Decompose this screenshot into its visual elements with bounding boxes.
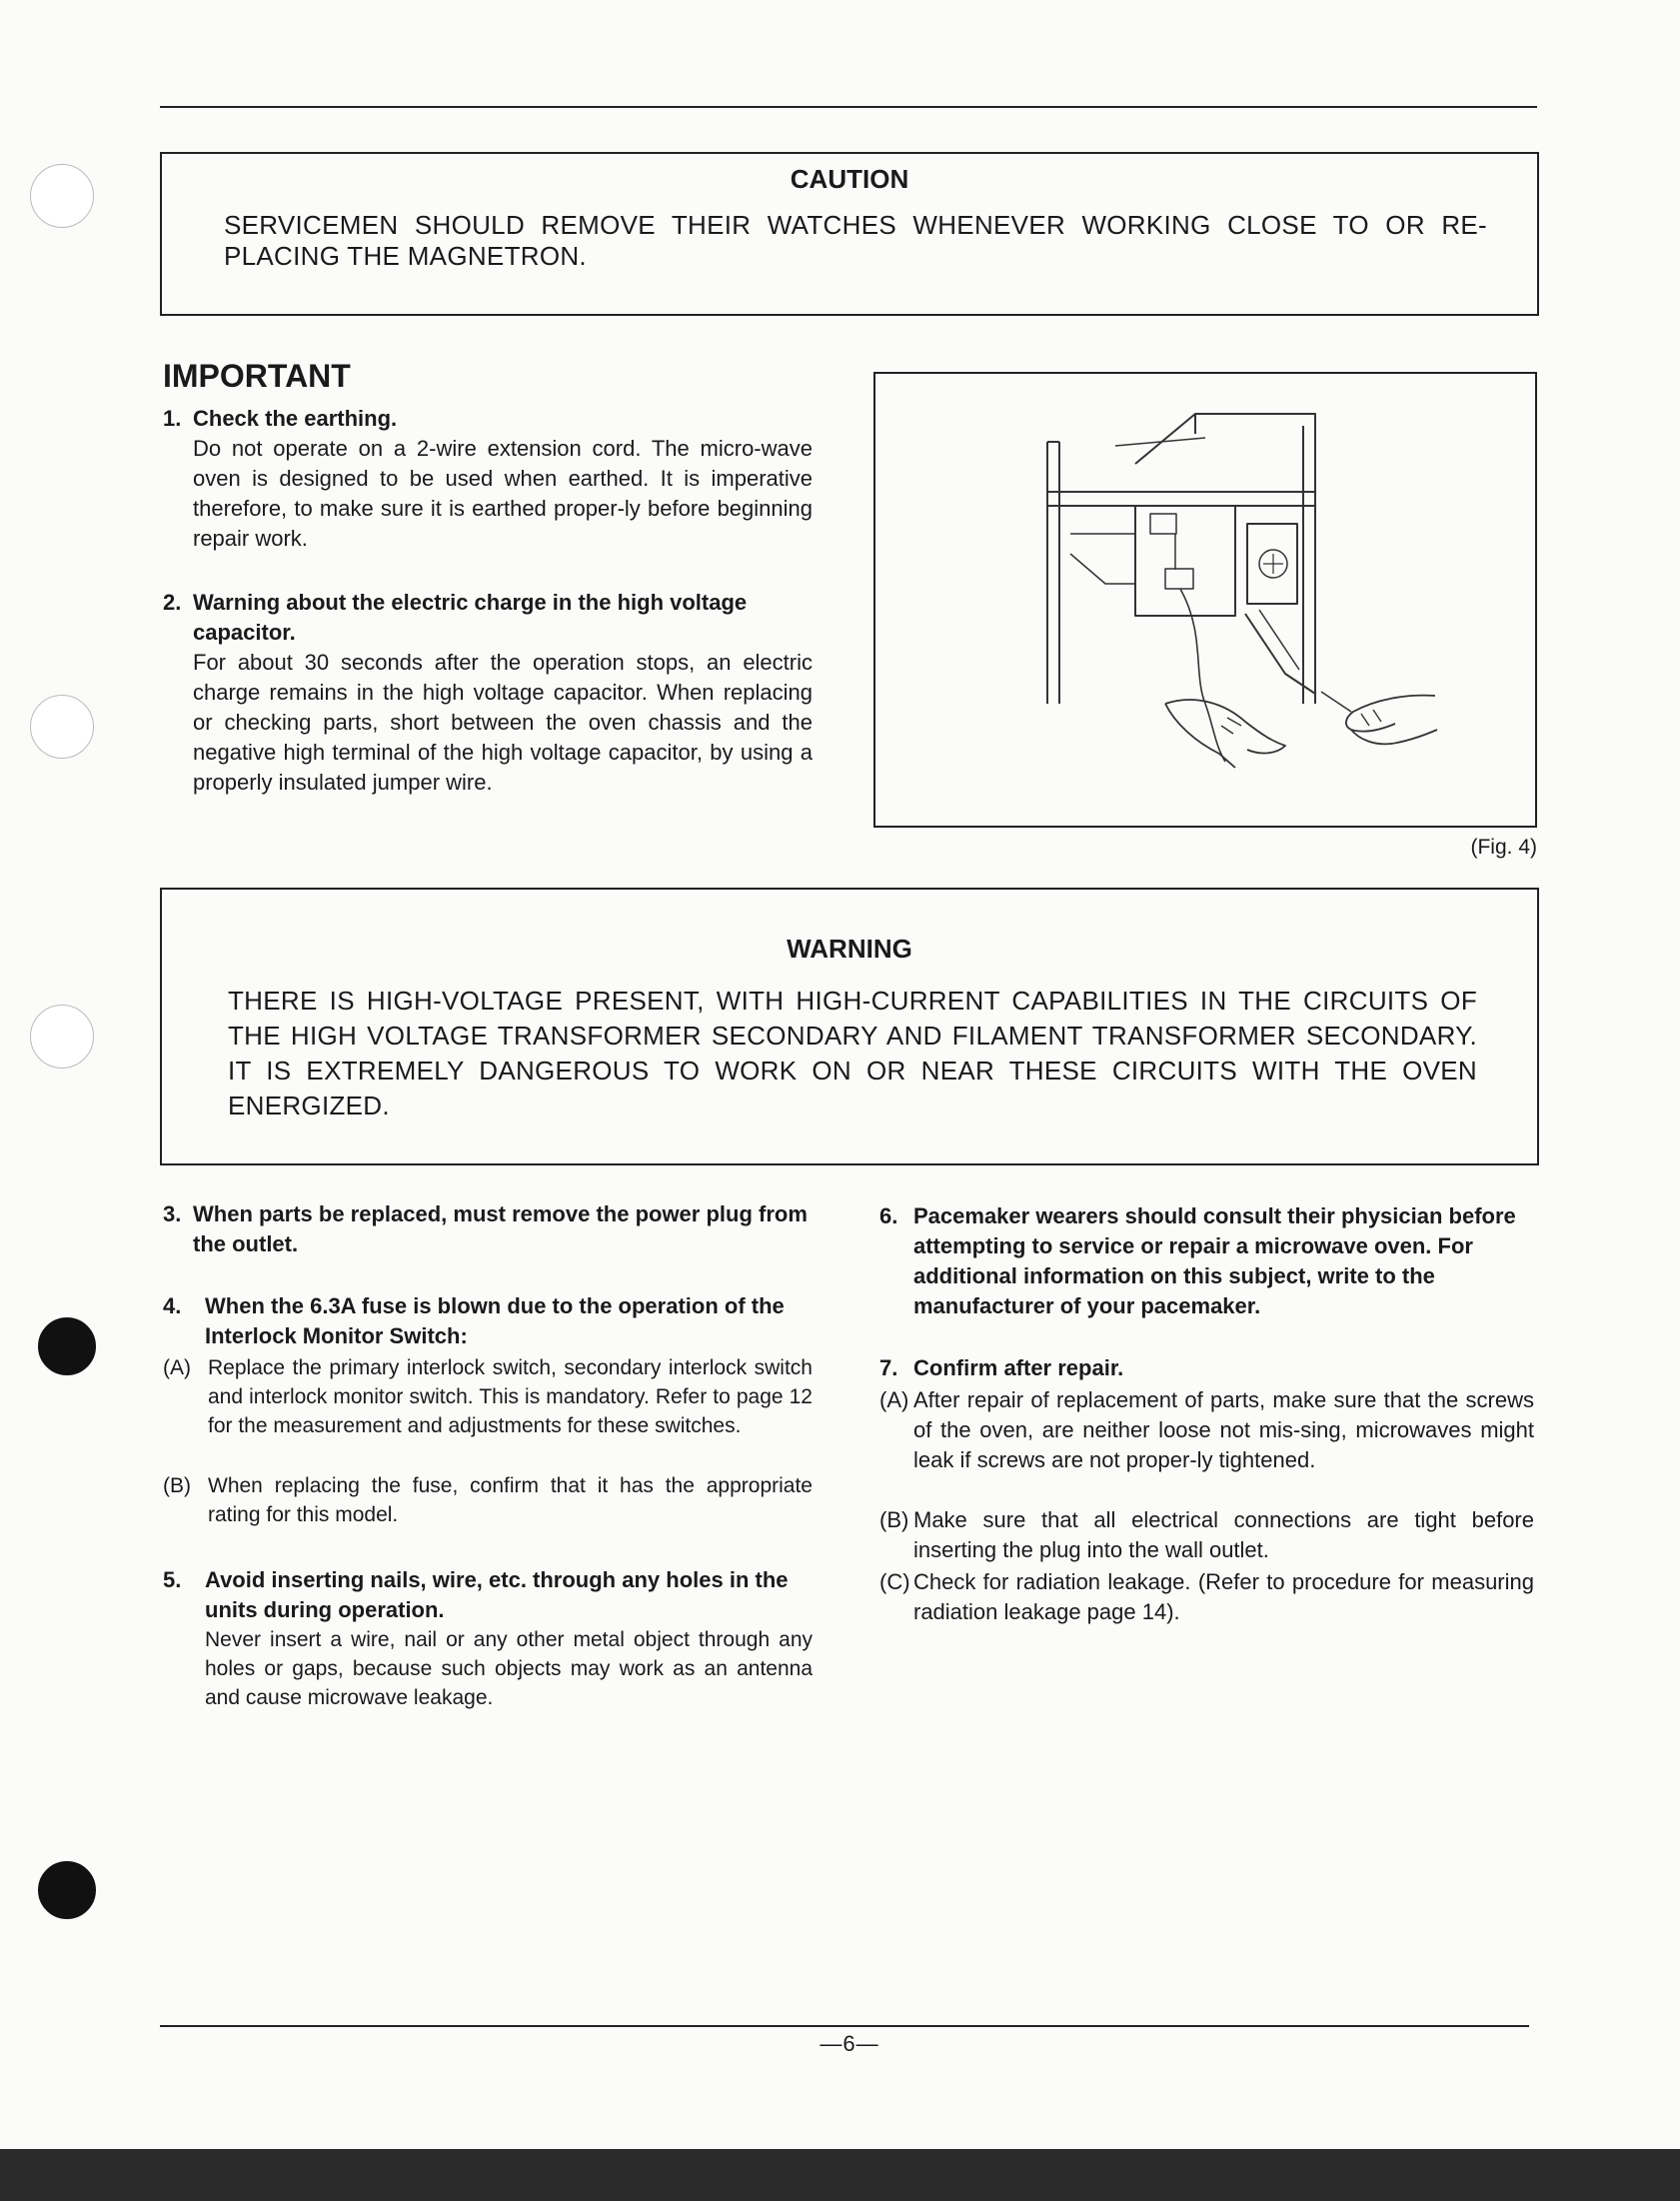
sub-text: Replace the primary interlock switch, secondary interlock switch and interlock monitor switch. This is mandatory. Refer to page 12 for the measurement and adjustments for these switches.: [208, 1356, 813, 1437]
sub-text: Make sure that all electrical connections are tight before inserting the plug into the wall outlet.: [913, 1507, 1534, 1562]
figure-caption: (Fig. 4): [1470, 836, 1537, 859]
binder-hole: [38, 1317, 96, 1375]
item-number: 4.: [163, 1293, 182, 1318]
item-title: Avoid inserting nails, wire, etc. through any holes in the units during operation.: [205, 1567, 789, 1622]
list-item-3: [163, 1199, 813, 1261]
list-item-6: [879, 1201, 1534, 1325]
list-item-5: [163, 1565, 813, 1725]
item-title: When parts be replaced, must remove the power plug from the outlet.: [193, 1201, 808, 1256]
scan-edge: [0, 2149, 1680, 2201]
warning-box: [160, 888, 1539, 1165]
figure-illustration: [875, 374, 1535, 826]
sub-label: (C): [879, 1569, 910, 1594]
binder-hole: [38, 1861, 96, 1919]
page-number: —6—: [820, 2031, 879, 2056]
item-number: 7.: [879, 1355, 898, 1380]
sub-item-b: [879, 1505, 1534, 1565]
item-body: Never insert a wire, nail or any other metal object through any holes or gaps, because such objects may work as an antenna and cause microwave leakage.: [205, 1628, 813, 1709]
list-item-4: [163, 1291, 813, 1531]
warning-title: WARNING: [787, 934, 912, 964]
warning-text: THERE IS HIGH-VOLTAGE PRESENT, WITH HIGH-CURRENT CAPABILITIES IN THE CIRCUITS OF THE HIGH VOLTAGE TRANSFORMER SECONDARY AND FILAMENT TRANSFORMER SECONDARY. IT IS EXTREMELY DANGEROUS TO WORK ON OR NEAR THESE CIRCUITS WITH THE OVEN ENERGIZED.: [228, 986, 1477, 1120]
item-title: Confirm after repair.: [913, 1355, 1124, 1380]
item-number: 2.: [163, 590, 182, 615]
important-item-2: [163, 588, 813, 838]
sub-label: (A): [163, 1356, 191, 1379]
top-rule: [160, 106, 1537, 108]
item-number: 5.: [163, 1567, 182, 1592]
caution-title: CAUTION: [790, 164, 909, 194]
item-number: 1.: [163, 406, 182, 431]
item-title: Pacemaker wearers should consult their physician before attempting to service or repair a microwave oven. For additional information on this subject, write to the manufacturer of your pacemaker.: [913, 1203, 1516, 1318]
binder-hole: [30, 1005, 94, 1069]
sub-label: (B): [163, 1474, 191, 1497]
item-number: 3.: [163, 1201, 182, 1226]
item-body: Do not operate on a 2-wire extension cord. The micro-wave oven is designed to be used when earthed. It is imperative therefore, to make sure it is earthed proper-ly before beginning repair work.: [193, 436, 813, 551]
caution-box: [160, 152, 1539, 316]
important-item-1: [163, 404, 813, 564]
sub-item-a: [163, 1353, 813, 1469]
sub-label: (A): [879, 1387, 909, 1412]
item-body: For about 30 seconds after the operation stops, an electric charge remains in the high voltage capacitor. When replacing or checking parts, short between the oven chassis and the negative high terminal of the high voltage capacitor, by using a properly insulated jumper wire.: [193, 650, 813, 795]
list-item-7: [879, 1353, 1534, 1633]
figure-frame: [873, 372, 1537, 828]
item-number: 6.: [879, 1203, 898, 1228]
sub-text: Check for radiation leakage. (Refer to procedure for measuring radiation leakage page 14).: [913, 1569, 1534, 1624]
sub-text: When replacing the fuse, confirm that it has the appropriate rating for this model.: [208, 1474, 813, 1526]
item-title: Check the earthing.: [193, 406, 398, 431]
item-title: When the 6.3A fuse is blown due to the operation of the Interlock Monitor Switch:: [205, 1293, 785, 1348]
binder-hole: [30, 695, 94, 759]
caution-text: SERVICEMEN SHOULD REMOVE THEIR WATCHES WHENEVER WORKING CLOSE TO OR RE-PLACING THE MAGNETRON.: [224, 210, 1487, 271]
important-heading: IMPORTANT: [163, 358, 351, 394]
item-title: Warning about the electric charge in the high voltage capacitor.: [193, 590, 748, 645]
bottom-rule: [160, 2025, 1529, 2027]
sub-item-a: [879, 1385, 1534, 1505]
sub-item-b: [163, 1471, 813, 1529]
binder-hole: [30, 164, 94, 228]
sub-label: (B): [879, 1507, 909, 1532]
sub-text: After repair of replacement of parts, make sure that the screws of the oven, are neither loose not mis-sing, microwaves might leak if screws are not proper-ly tightened.: [913, 1387, 1534, 1472]
sub-item-c: [879, 1567, 1534, 1627]
